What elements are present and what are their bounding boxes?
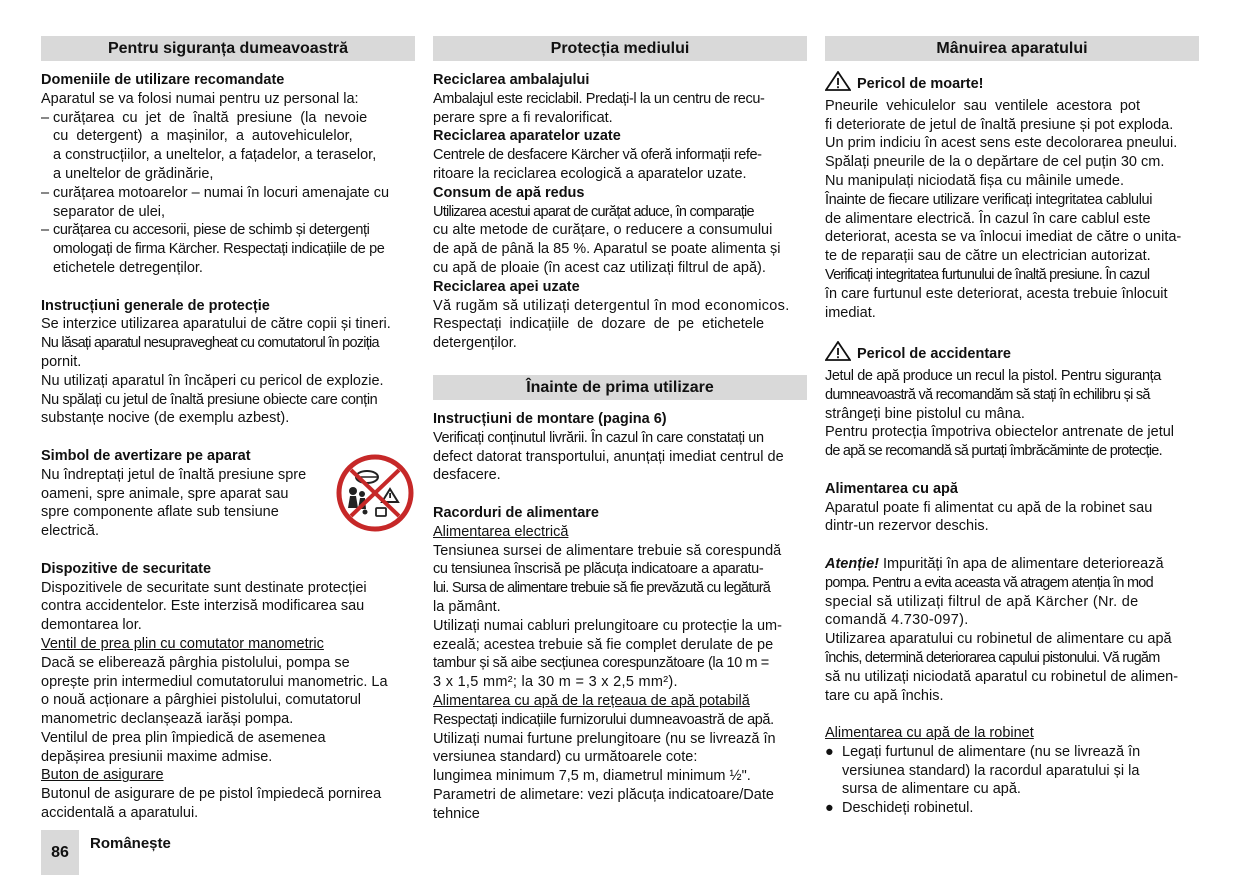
line-text: Utilizarea acestui aparat de curățat aduce, în comparație (433, 203, 754, 220)
text-line (433, 221, 807, 240)
text-line (433, 673, 807, 692)
line-text: cu detergent) a mașinilor, a autovehiculelor, (53, 128, 353, 145)
line-text: defect datorat transportului, anunțați imediat centrul de (433, 448, 784, 465)
text-line (433, 146, 807, 165)
line-text: imediat. (825, 304, 876, 321)
text-line (41, 221, 415, 240)
text-line (433, 259, 807, 278)
text-line (433, 165, 807, 184)
line-text: omologați de firma Kärcher. Respectați indicațiile de pe (53, 241, 385, 258)
warning-icon (825, 341, 851, 367)
text-line (433, 240, 807, 259)
text-line (433, 203, 807, 222)
text-line (825, 405, 1199, 424)
text-line (433, 466, 807, 485)
bullet-icon: ● (825, 743, 834, 760)
text-line (433, 730, 807, 749)
line-text: Centrele de desfacere Kärcher vă oferă informații refe- (433, 147, 762, 164)
line-text: substanțe nocive (de exemplu azbest). (41, 410, 290, 427)
line-text: de apă se recomandă să purtați îmbrăcăminte de protecție. (825, 443, 1162, 460)
text-line (41, 146, 415, 165)
line-text: curățarea cu jet de înaltă presiune (la nevoie (53, 109, 368, 126)
text-line (41, 635, 415, 654)
line-text: te de reparații sau de către un electrician autorizat. (825, 248, 1151, 265)
line-text: Alimentarea electrică (433, 523, 569, 540)
text-line (825, 442, 1199, 461)
text-line (41, 785, 415, 804)
spacer-line (41, 541, 415, 560)
line-text: cu alte metode de curățare, o reducere a consumului (433, 222, 773, 239)
line-text: oprește prin intermediul comutatorului manometric. La (41, 673, 388, 690)
before-first-use-section-body (433, 410, 807, 824)
line-text: Deschideți robinetul. (842, 800, 974, 817)
text-line (433, 786, 807, 805)
line-text: Pericol de accidentare (857, 346, 1011, 363)
subheading (433, 127, 807, 146)
warning-icon (825, 71, 851, 97)
text-line (41, 804, 415, 823)
text-line (825, 555, 1199, 574)
column-operation (825, 36, 1199, 818)
text-line (825, 304, 1199, 323)
subheading (41, 560, 415, 579)
text-line (41, 127, 415, 146)
text-line (825, 285, 1199, 304)
line-text: strângeți bine pistolul cu mâna. (825, 405, 1025, 422)
text-line (433, 598, 807, 617)
column-safety (41, 36, 415, 823)
line-text: Parametri de alimetare: vezi plăcuța indicatoare/Date (433, 786, 774, 803)
line-text: Spălați pneurile de la o depărtare de cel puțin 30 cm. (825, 154, 1165, 171)
line-text: Instrucțiuni de montare (pagina 6) (433, 410, 667, 427)
text-line (825, 668, 1199, 687)
text-line (41, 372, 415, 391)
line-text: cu tensiunea înscrisă pe plăcuța indicatoare a aparatu- (433, 561, 764, 578)
section-header-environment: Protecția mediului (433, 36, 807, 61)
text-line (433, 654, 807, 673)
text-line (825, 780, 1199, 799)
line-text: Dispozitive de securitate (41, 560, 212, 577)
text-line (41, 259, 415, 278)
text-line (433, 297, 807, 316)
subheading (41, 71, 415, 90)
line-text: a construcțiilor, a uneltelor, a fațadelor, a teraselor, (53, 147, 377, 164)
spacer-line (41, 278, 415, 297)
text-line (41, 710, 415, 729)
text-line (433, 90, 807, 109)
line-text: Alimentarea cu apă (825, 480, 958, 497)
line-text: de apă de până la 85 %. Aparatul se poate alimenta și (433, 241, 781, 258)
dash-bullet: – (41, 222, 49, 239)
text-line (433, 315, 807, 334)
line-text: în care furtunul este deteriorat, acesta trebuie înlocuit (825, 285, 1168, 302)
spacer-line (825, 461, 1199, 480)
line-text: Utilizați numai furtune prelungitoare (nu se livrează în (433, 730, 776, 747)
language-label: Românește (90, 835, 171, 852)
text-line (825, 799, 1199, 818)
line-text: Consum de apă redus (433, 184, 585, 201)
text-line (433, 542, 807, 561)
text-line (825, 116, 1199, 135)
line-text: Butonul de asigurare de pe pistol împiedecă pornirea (41, 786, 382, 803)
text-line (825, 247, 1199, 266)
line-text: pornit. (41, 353, 82, 370)
line-text: Buton de asigurare (41, 767, 164, 784)
text-line (433, 579, 807, 598)
bullet-icon: ● (825, 800, 834, 817)
text-line (825, 593, 1199, 612)
line-text: Reciclarea apei uzate (433, 278, 580, 295)
line-text: sursa de alimentare cu apă. (842, 781, 1021, 798)
text-line (825, 687, 1199, 706)
line-text: deteriorat, acesta se va înlocui imediat de către o unita- (825, 229, 1182, 246)
text-line (825, 134, 1199, 153)
line-text: Reciclarea aparatelor uzate (433, 128, 621, 145)
text-line (41, 654, 415, 673)
line-text: Dispozitivele de securitate sunt destinate protecției (41, 579, 367, 596)
text-line (433, 334, 807, 353)
text-line (825, 228, 1199, 247)
subheading (433, 184, 807, 203)
line-text: Legați furtunul de alimentare (nu se livrează în (842, 743, 1141, 760)
operation-section-body (825, 71, 1199, 818)
line-text: ritoare la reciclarea ecologică a aparatelor uzate. (433, 165, 747, 182)
text-line (433, 560, 807, 579)
line-text: Nu manipulați niciodată fișa cu mâinile umede. (825, 172, 1125, 189)
line-text: Utilizarea aparatului cu robinetul de alimentare cu apă (825, 631, 1172, 648)
line-text: accidentală a aparatului. (41, 805, 199, 822)
line-text: Racorduri de alimentare (433, 504, 599, 521)
text-line (433, 109, 807, 128)
text-line (825, 367, 1199, 386)
line-text: Simbol de avertizare pe aparat (41, 447, 251, 464)
line-text: oameni, spre animale, spre aparat sau (41, 485, 289, 502)
no-spray-warning-icon (335, 453, 415, 533)
text-line (825, 172, 1199, 191)
line-text: cu apă de ploaie (în acest caz utilizați filtrul de apă). (433, 259, 766, 276)
subheading (433, 71, 807, 90)
subheading (825, 341, 1199, 367)
line-text: tare cu apă închis. (825, 687, 944, 704)
column-environment (433, 36, 807, 823)
text-line (825, 191, 1199, 210)
line-text: Ambalajul este reciclabil. Predați-l la un centru de recu- (433, 90, 765, 107)
text-line (825, 574, 1199, 593)
line-text: demontarea lor. (41, 617, 142, 634)
line-text: Tensiunea sursei de alimentare trebuie să corespundă (433, 542, 782, 559)
line-text: Domeniile de utilizare recomandate (41, 72, 285, 88)
subheading (433, 278, 807, 297)
text-line (433, 448, 807, 467)
text-line (41, 579, 415, 598)
line-text: spre componente aflate sub tensiune (41, 504, 279, 521)
section-header-operation: Mânuirea aparatului (825, 36, 1199, 61)
line-text: Nu îndreptați jetul de înaltă presiune spre (41, 466, 307, 483)
line-text: Pentru protecția împotriva obiectelor antrenate de jetul (825, 424, 1175, 441)
text-line (825, 517, 1199, 536)
line-text: Instrucțiuni generale de protecție (41, 297, 270, 314)
text-line (825, 499, 1199, 518)
line-text: să nu utilizați niciodată aparatul cu robinetul de alimen- (825, 668, 1179, 685)
spacer-line (41, 428, 415, 447)
text-line (41, 729, 415, 748)
line-text: special să utilizați filtrul de apă Kärcher (Nr. de (825, 593, 1139, 610)
line-text: Jetul de apă produce un recul la pistol. Pentru siguranța (825, 367, 1161, 384)
text-line (825, 724, 1199, 743)
text-line (41, 673, 415, 692)
text-line (41, 165, 415, 184)
text-line (825, 423, 1199, 442)
text-line (41, 90, 415, 109)
line-text: Reciclarea ambalajului (433, 72, 590, 88)
line-text: Aparatul se va folosi numai pentru uz personal la: (41, 90, 359, 107)
line-text: Nu utilizați aparatul în încăperi cu pericol de explozie. (41, 372, 384, 389)
text-line (41, 315, 415, 334)
line-text: lui. Sursa de alimentare trebuie să fie prevăzută cu legătură (433, 580, 771, 597)
text-line (825, 611, 1199, 630)
text-line (41, 203, 415, 222)
spacer-line (825, 705, 1199, 724)
text-line (433, 617, 807, 636)
text-line (433, 767, 807, 786)
section-header-before-first-use: Înainte de prima utilizare (433, 375, 807, 400)
line-text: detergenților. (433, 335, 517, 352)
line-text: Respectați indicațiile furnizorului dumneavoastră de apă. (433, 711, 774, 728)
line-text: Pneurile vehiculelor sau ventilele acestora pot (825, 97, 1141, 114)
text-line (433, 429, 807, 448)
text-line (825, 97, 1199, 116)
line-text: comandă 4.730-097). (825, 612, 969, 629)
line-text: Se interzice utilizarea aparatului de către copii și tineri. (41, 316, 391, 333)
text-line (41, 691, 415, 710)
text-line (825, 762, 1199, 781)
environment-section-body (433, 71, 807, 353)
line-text: Ventilul de prea plin împiedică de asemenea (41, 729, 326, 746)
text-line (433, 805, 807, 824)
text-line (825, 630, 1199, 649)
page-number: 86 (41, 830, 79, 875)
line-text: Un prim indiciu în acest sens este decolorarea pneului. (825, 135, 1178, 152)
text-line (825, 210, 1199, 229)
line-text: Aparatul poate fi alimentat cu apă de la robinet sau (825, 499, 1153, 516)
text-line (825, 743, 1199, 762)
line-text: de alimentare electrică. În cazul în care cablul este (825, 210, 1151, 227)
line-text: tambur și să aibe secțiunea corespunzătoare (la 10 m = (433, 655, 769, 672)
text-line (41, 109, 415, 128)
line-text: manometric declanșează iarăși pompa. (41, 711, 294, 728)
subheading (433, 504, 807, 523)
safety-section-body (41, 71, 415, 823)
subheading (41, 297, 415, 316)
line-text: 3 x 1,5 mm²; la 30 m = 3 x 2,5 mm²). (433, 674, 678, 691)
spacer-line (825, 322, 1199, 341)
text-line (825, 266, 1199, 285)
line-text: versiunea standard) cu următoarele cote: (433, 749, 698, 766)
line-text: Impurități în apa de alimentare deteriorează (883, 555, 1164, 572)
text-line (41, 616, 415, 635)
line-text: Dacă se eliberează pârghia pistolului, pompa se (41, 654, 350, 671)
line-text: electrică. (41, 523, 100, 540)
line-text: desfacere. (433, 467, 501, 484)
line-text: Alimentarea cu apă de la rețeaua de apă potabilă (433, 692, 750, 709)
line-text: Pericol de moarte! (857, 76, 984, 92)
line-text: Alimentarea cu apă de la robinet (825, 725, 1034, 742)
text-line (433, 711, 807, 730)
text-line (825, 649, 1199, 668)
dash-bullet: – (41, 109, 50, 126)
text-line (41, 409, 415, 428)
line-text: dumneavoastră vă recomandăm să stați în echilibru și să (825, 386, 1150, 403)
text-line (41, 334, 415, 353)
text-line (41, 240, 415, 259)
line-text: contra accidentelor. Este interzisă modificarea sau (41, 598, 365, 615)
line-text: Respectați indicațiile de dozare de pe etichetele (433, 316, 765, 333)
line-text: o nouă acționare a pârghiei pistolului, comutatorul (41, 692, 362, 709)
line-text: închis, determină deteriorarea capului pistonului. Vă rugăm (825, 649, 1160, 666)
line-text: fi deteriorate de jetul de înaltă presiune și pot exploda. (825, 116, 1174, 133)
line-text: etichetele detregenților. (53, 259, 203, 276)
line-text: la pământ. (433, 598, 501, 615)
line-text: pompa. Pentru a evita aceasta vă atragem atenția în mod (825, 574, 1153, 591)
text-line (41, 184, 415, 203)
spacer-line (825, 536, 1199, 555)
spacer-line (433, 485, 807, 504)
text-line (41, 748, 415, 767)
text-line (433, 692, 807, 711)
line-text: Verificați integritatea furtunului de înaltă presiune. În cazul (825, 266, 1150, 283)
line-text: versiunea standard) la racordul aparatului și la (842, 762, 1140, 779)
dash-bullet: – (41, 184, 50, 201)
line-text: Utilizați numai cabluri prelungitoare cu protecție la um- (433, 617, 782, 634)
text-line (41, 353, 415, 372)
text-line (433, 748, 807, 767)
line-text: ezeală; acestea trebuie să fie complet derulate de pe (433, 636, 774, 653)
line-text: curățarea motoarelor – numai în locuri amenajate cu (53, 184, 390, 201)
line-text: Nu lăsați aparatul nesupravegheat cu comutatorul în poziția (41, 335, 379, 352)
attention-label: Atenție! (825, 555, 879, 572)
subheading (825, 71, 1199, 97)
text-line (433, 636, 807, 655)
line-text: Înainte de fiecare utilizare verificați integritatea cablului (825, 191, 1153, 208)
text-line (433, 523, 807, 542)
text-line (825, 386, 1199, 405)
line-text: dintr-un rezervor deschis. (825, 518, 989, 535)
text-line (41, 597, 415, 616)
line-text: lungimea minimum 7,5 m, diametrul minimum ½". (433, 768, 751, 785)
subheading (433, 410, 807, 429)
line-text: tehnice (433, 805, 480, 822)
subheading (825, 480, 1199, 499)
section-header-safety: Pentru siguranța dumeavoastră (41, 36, 415, 61)
line-text: perare spre a fi revalorificat. (433, 109, 613, 126)
text-line (41, 766, 415, 785)
line-text: separator de ulei, (53, 203, 166, 220)
line-text: Vă rugăm să utilizați detergentul în mod economicos. (433, 297, 790, 314)
line-text: Verificați conținutul livrării. În cazul în care constatați un (433, 429, 764, 446)
line-text: a uneltelor de grădinărie, (53, 165, 214, 182)
text-line (825, 153, 1199, 172)
text-line (41, 391, 415, 410)
line-text: curățarea cu accesorii, piese de schimb și detergenți (53, 222, 370, 239)
line-text: depășirea presiunii maxime admise. (41, 748, 273, 765)
line-text: Ventil de prea plin cu comutator manometric (41, 635, 324, 652)
line-text: Nu spălați cu jetul de înaltă presiune obiecte care conțin (41, 391, 378, 408)
